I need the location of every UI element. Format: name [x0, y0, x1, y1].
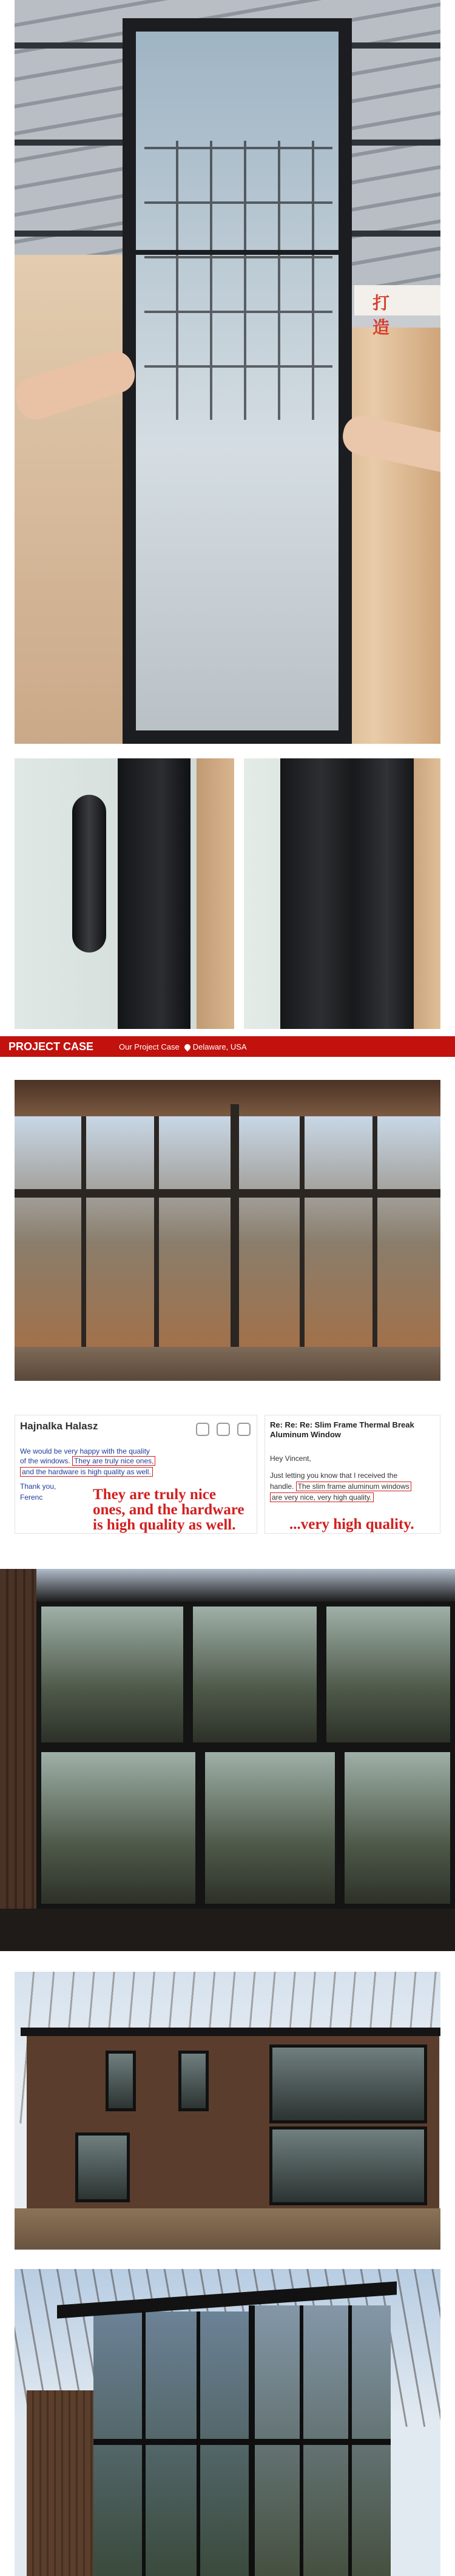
- sky-strip: [0, 1569, 455, 1602]
- mullion: [197, 2311, 200, 2576]
- glass-pane: [340, 1747, 455, 1909]
- message-line: Hey Vincent,: [270, 1454, 311, 1463]
- project-photo-interior: [15, 1080, 440, 1381]
- base-sill: [0, 1909, 455, 1951]
- more-icon: [237, 1423, 251, 1436]
- frame-jamb: [118, 758, 190, 1029]
- wood-panel-left: [15, 255, 124, 744]
- mullion: [154, 1116, 159, 1347]
- highlighted-text: are very nice, very high quality.: [270, 1492, 374, 1502]
- highlighted-text: The slim frame aluminum windows: [296, 1482, 411, 1491]
- aluminum-profile: [280, 758, 414, 1029]
- wood-siding: [0, 1569, 36, 1951]
- hardware-closeup-handle: [15, 758, 234, 1029]
- customer-message-left: [15, 1415, 257, 1534]
- message-line: [270, 1482, 411, 1491]
- mullion: [81, 1116, 86, 1347]
- mullion: [372, 1116, 377, 1347]
- glass-pane: [322, 1602, 455, 1747]
- transom-bar: [93, 2439, 391, 2445]
- message-line: Thank you,: [20, 1482, 56, 1491]
- project-photo-corner-glass: [15, 2269, 440, 2576]
- glass-wall-left: [15, 1116, 233, 1347]
- factory-sign-text: 打 造: [372, 293, 401, 337]
- window-handle: [72, 795, 106, 953]
- phone-icon: [217, 1423, 230, 1436]
- project-case-title: PROJECT CASE: [8, 1040, 94, 1053]
- highlighted-text: They are truly nice ones,: [72, 1456, 155, 1466]
- email-subject: Re: Re: Re: Slim Frame Thermal Break Aluminum Window: [270, 1420, 414, 1439]
- message-line: We would be very happy with the quality: [20, 1447, 150, 1455]
- hardware-closeup-profile: [244, 758, 440, 1029]
- message-text: of the windows.: [20, 1457, 70, 1465]
- message-line: [20, 1457, 155, 1465]
- breadcrumb-label: Our Project Case: [119, 1042, 180, 1051]
- wood-edge: [414, 758, 440, 1029]
- corner-post: [249, 2305, 255, 2576]
- glass-pane: [188, 1602, 322, 1747]
- callout-text: They are truly nice ones, and the hardware is high quality as well.: [93, 1486, 244, 1533]
- door: [75, 2133, 130, 2202]
- glass-pane: [200, 1747, 340, 1909]
- wood-edge: [197, 758, 234, 1029]
- window: [178, 2051, 209, 2111]
- mullion: [348, 2305, 352, 2576]
- message-line: Just letting you know that I received the: [270, 1471, 398, 1480]
- project-photo-facade: [0, 1569, 455, 1951]
- wood-ceiling: [15, 1080, 440, 1116]
- window-grid: [144, 141, 332, 420]
- mullion: [300, 1116, 305, 1347]
- glass-wall: [269, 2126, 427, 2205]
- project-case-breadcrumb: [119, 1042, 247, 1051]
- ground: [15, 2208, 440, 2250]
- project-location: Delaware, USA: [192, 1042, 247, 1051]
- mullion: [300, 2305, 303, 2576]
- wood-siding: [27, 2390, 95, 2576]
- chat-actions: [189, 1423, 251, 1439]
- floor: [15, 1347, 440, 1381]
- corner-post: [231, 1104, 239, 1347]
- window: [106, 2051, 136, 2111]
- mullion: [142, 2311, 146, 2576]
- product-photo-window-held: [15, 0, 440, 744]
- project-case-banner: [0, 1036, 455, 1057]
- contact-name: Hajnalka Halasz: [20, 1420, 98, 1432]
- location-pin-icon: [183, 1043, 192, 1051]
- glass-wall: [269, 2045, 427, 2123]
- message-line: [270, 1493, 374, 1502]
- message-line: Ferenc: [20, 1493, 43, 1502]
- glass-pane: [36, 1602, 188, 1747]
- roof-edge: [21, 2028, 440, 2036]
- factory-sign: [354, 285, 440, 337]
- project-photo-house: [15, 1972, 440, 2250]
- window-transom: [136, 250, 339, 255]
- video-icon: [196, 1423, 209, 1436]
- message-text: handle.: [270, 1482, 294, 1491]
- window-frame: [123, 18, 352, 744]
- highlighted-text: and the hardware is high quality as well.: [20, 1467, 153, 1477]
- message-line: [20, 1468, 153, 1476]
- customer-message-right: [265, 1415, 440, 1534]
- glass-pane: [36, 1747, 200, 1909]
- callout-text: ...very high quality.: [289, 1516, 414, 1532]
- glass-wall-right: [233, 1116, 440, 1347]
